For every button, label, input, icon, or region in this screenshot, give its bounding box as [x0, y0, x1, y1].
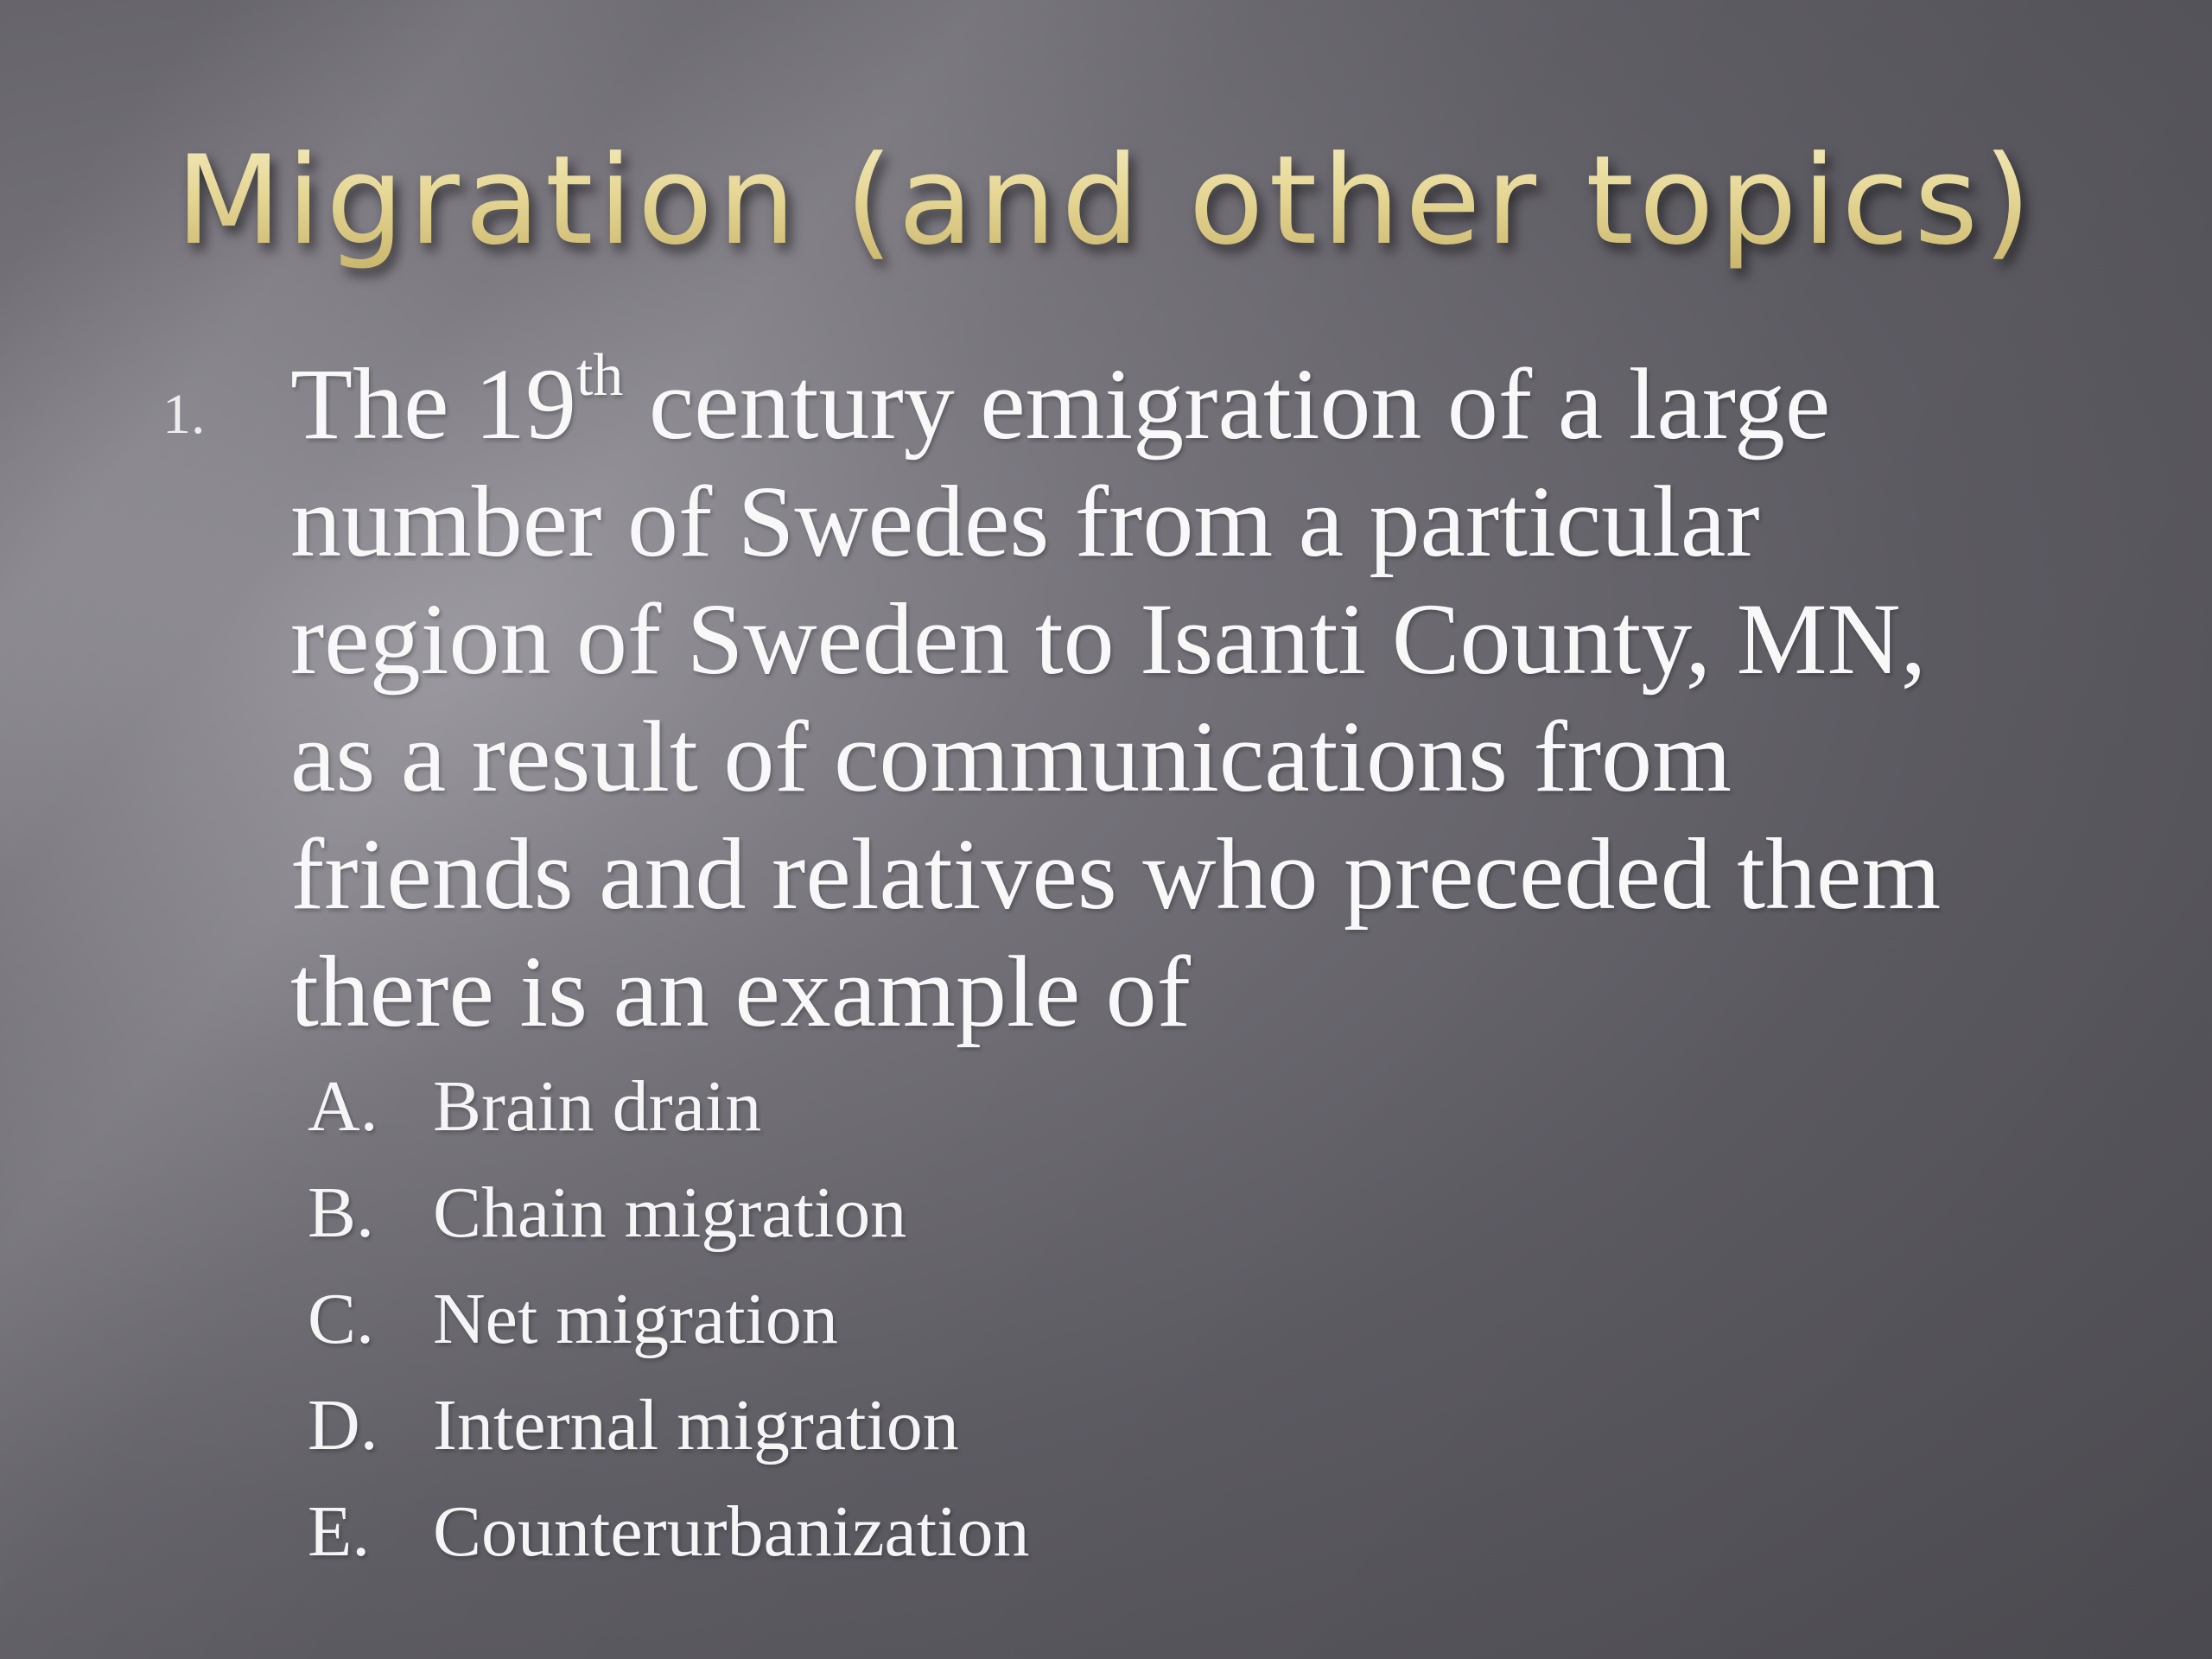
question-line-1-rest: century emigration of a large	[623, 347, 1831, 461]
question-line-3: region of Sweden to Isanti County, MN,	[290, 582, 1927, 696]
option-letter: A.	[308, 1066, 378, 1147]
option-a	[308, 1065, 1863, 1171]
question-line-2: number of Swedes from a particular	[290, 465, 1760, 578]
question-text-start: The 19	[290, 347, 576, 461]
superscript-th: th	[575, 342, 624, 409]
question-text	[290, 342, 2157, 1051]
option-b	[308, 1171, 1863, 1277]
question-line-6: there is an example of	[290, 935, 1191, 1048]
option-text: Counterurbanization	[433, 1491, 1030, 1572]
question-line-5: friends and relatives who preceded them	[290, 817, 1942, 931]
option-c	[308, 1277, 1863, 1383]
option-letter: B.	[308, 1173, 375, 1253]
question-line-1	[290, 342, 2157, 463]
option-text: Internal migration	[433, 1385, 959, 1465]
question-number: 1.	[162, 383, 206, 446]
option-letter: C.	[308, 1279, 375, 1359]
option-text: Brain drain	[433, 1066, 762, 1147]
answer-options	[308, 1065, 1863, 1596]
option-letter: D.	[308, 1385, 378, 1465]
option-text: Net migration	[433, 1279, 838, 1359]
option-letter: E.	[308, 1491, 371, 1572]
option-d	[308, 1383, 1863, 1490]
option-e	[308, 1490, 1863, 1596]
question-line-4: as a result of communications from	[290, 700, 1732, 813]
option-text: Chain migration	[433, 1173, 907, 1253]
slide-title: Migration (and other topics)	[0, 130, 2212, 272]
